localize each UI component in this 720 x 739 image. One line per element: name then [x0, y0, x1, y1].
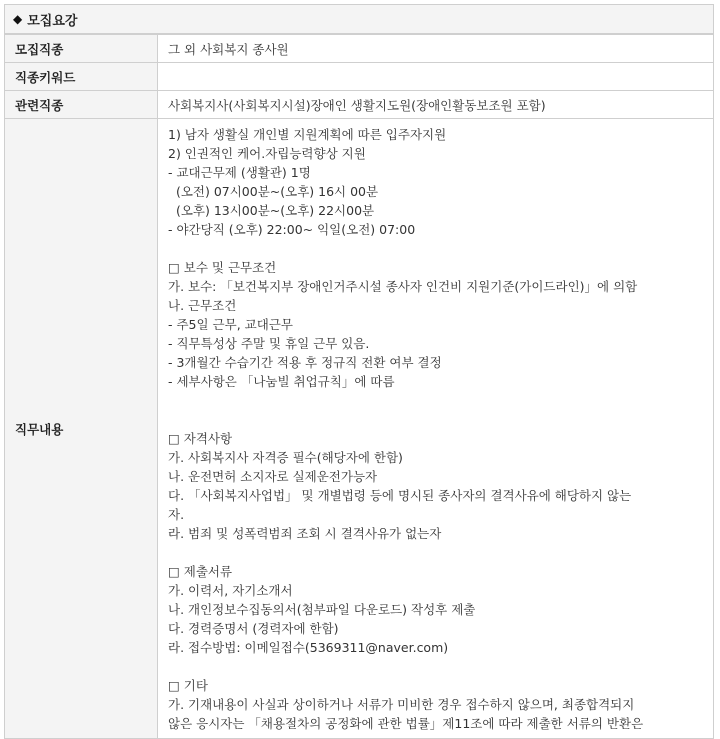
duty-line: 다. 「사회복지사업법」 및 개별법령 등에 명시된 종사자의 결격사유에 해당하지 않는	[168, 487, 632, 503]
job-type-label: 모집직종	[5, 35, 158, 63]
duty-line: 나. 근무조건	[168, 297, 237, 313]
duties-label: 직무내용	[5, 119, 158, 739]
blank-line	[168, 239, 713, 258]
table-row-job-type	[5, 35, 714, 63]
duty-line: - 세부사항은 「나눔빌 취업규칙」에 따름	[168, 373, 395, 389]
duty-line: 라. 접수방법: 이메일접수(5369311@naver.com)	[168, 639, 449, 655]
duty-line: 자.	[168, 506, 185, 522]
duty-line: 가. 사회복지사 자격증 필수(해당자에 한함)	[168, 449, 403, 465]
duty-line: 가. 보수: 「보건복지부 장애인거주시설 종사자 인건비 지원기준(가이드라인)」에 의함	[168, 278, 638, 294]
blank-line	[168, 410, 713, 429]
duty-line: - 3개월간 수습기간 적용 후 정규직 전환 여부 결정	[168, 354, 442, 370]
duty-line: □ 제출서류	[168, 563, 233, 579]
duty-line: □ 자격사항	[168, 430, 233, 446]
table-row-keyword	[5, 63, 714, 91]
section-header	[4, 4, 714, 34]
duties-content	[158, 119, 714, 739]
section-title: 모집요강	[27, 13, 78, 29]
duty-line: 2) 인권적인 케어.자립능력향상 지원	[168, 145, 366, 161]
duty-line: 가. 이력서, 자기소개서	[168, 582, 293, 598]
related-value: 사회복지사(사회복지시설)장애인 생활지도원(장애인활동보조원 포함)	[158, 91, 714, 119]
duty-line: 나. 운전면허 소지자로 실제운전가능자	[168, 468, 378, 484]
duty-line: (오후) 13시00분~(오후) 22시00분	[168, 202, 375, 218]
duty-line: □ 보수 및 근무조건	[168, 259, 277, 275]
job-type-value: 그 외 사회복지 종사원	[158, 35, 714, 63]
table-row-duties	[5, 119, 714, 739]
recruitment-table	[4, 34, 714, 739]
blank-line	[168, 657, 713, 676]
duty-line: - 주5일 근무, 교대근무	[168, 316, 293, 332]
duty-line: □ 기타	[168, 677, 208, 693]
duty-line: 나. 개인정보수집동의서(첨부파일 다운로드) 작성후 제출	[168, 601, 476, 617]
keyword-label: 직종키워드	[5, 63, 158, 91]
duty-line: 않은 응시자는 「채용절차의 공정화에 관한 법률」제11조에 따라 제출한 서류의 반환은	[168, 715, 644, 731]
duty-line: - 야간당직 (오후) 22:00~ 익일(오전) 07:00	[168, 221, 416, 237]
duty-line: - 교대근무제 (생활관) 1명	[168, 164, 311, 180]
duty-line: - 직무특성상 주말 및 휴일 근무 있음.	[168, 335, 370, 351]
duty-line: 가. 기재내용이 사실과 상이하거나 서류가 미비한 경우 접수하지 않으며, 최종합격되지	[168, 696, 635, 712]
table-row-related	[5, 91, 714, 119]
duty-line: 다. 경력증명서 (경력자에 한함)	[168, 620, 339, 636]
blank-line	[168, 543, 713, 562]
related-label: 관련직종	[5, 91, 158, 119]
keyword-value	[158, 63, 714, 91]
duty-line: 라. 범죄 및 성폭력범죄 조회 시 결격사유가 없는자	[168, 525, 442, 541]
blank-line	[168, 391, 713, 410]
duty-line: (오전) 07시00분~(오후) 16시 00분	[168, 183, 379, 199]
duty-line: 1) 남자 생활실 개인별 지원계획에 따른 입주자지원	[168, 126, 447, 142]
diamond-bullet-icon: ◆	[13, 12, 23, 26]
duties-lines	[168, 125, 713, 733]
